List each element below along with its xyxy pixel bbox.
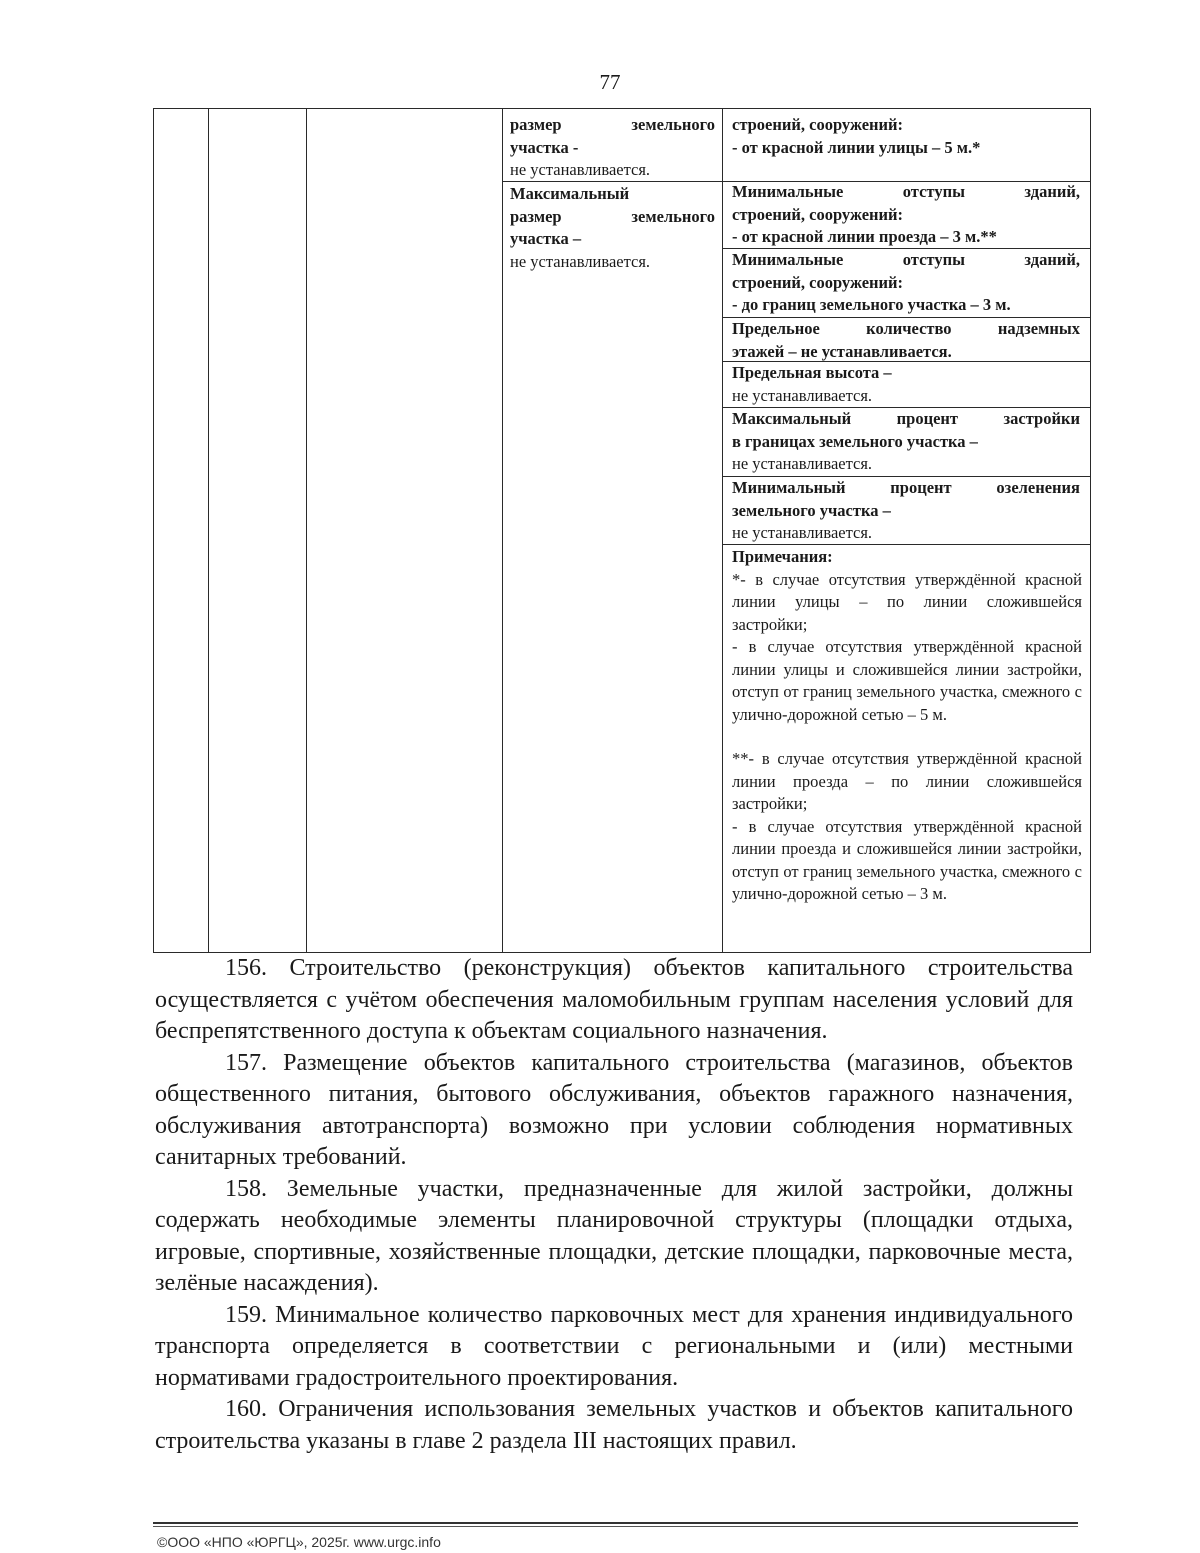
paragraph: 157. Размещение объектов капитального строительства (магазинов, объектов общественного питания, бытового обслуживания, объектов гаражного назначения, обслуживания автотранспорта) возможно при условии соблюдения нормативных санитарных требований. — [155, 1049, 1073, 1170]
column-divider — [306, 109, 307, 952]
column-divider — [502, 109, 503, 952]
notes-cell — [732, 546, 1082, 906]
cell-line: не устанавливается. — [510, 251, 651, 271]
cell-line: участка – — [510, 229, 582, 248]
column-divider — [722, 109, 723, 952]
plot-boundary-setback-cell — [732, 249, 1080, 317]
notes-title: Примечания: — [732, 547, 833, 566]
footer-rule — [153, 1526, 1078, 1527]
cell-line: Минимальный процент озеленения — [732, 478, 1080, 497]
paragraph: 158. Земельные участки, предназначенные для жилой застройки, должны содержать необходимые элементы планировочной структуры (площадки отдыха, игровые, спортивные, хозяйственные площадки, детские площадки, парковочные места, зелёные насаждения). — [155, 1175, 1073, 1296]
cell-line: Минимальные отступы зданий, — [732, 182, 1080, 201]
min-greenery-cell — [732, 477, 1080, 545]
paragraph: 159. Минимальное количество парковочных мест для хранения индивидуального транспорта определяется в соответствии с региональными и (или) местными нормативами градостроительного проектирования. — [155, 1301, 1073, 1391]
cell-line: строений, сооружений: — [732, 204, 904, 224]
height-limit-cell — [732, 362, 1080, 407]
cell-line: строений, сооружений: — [732, 272, 904, 292]
cell-line: - от красной линии улицы – 5 м.* — [732, 137, 981, 157]
paragraph: 160. Ограничения использования земельных участков и объектов капитального строительства указаны в главе 2 раздела III настоящих правил. — [155, 1396, 1073, 1454]
note-item: - в случае отсутствия утверждённой красной линии проезда и сложившейся линии застройки, отступ от границ земельного участка, смежного с улично-дорожной сетью – 3 м. — [732, 816, 1082, 903]
paragraph: 156. Строительство (реконструкция) объектов капитального строительства осуществляется с учётом обеспечения маломобильным группам населения условий для беспрепятственного доступа к объектам социального назначения. — [155, 955, 1073, 1044]
note-item: - в случае отсутствия утверждённой красной линии улицы и сложившейся линии застройки, отступ от границ земельного участка, смежного с улично-дорожной сетью – 5 м. — [732, 637, 1082, 724]
cell-line: не устанавливается. — [732, 523, 873, 542]
cell-line: не устанавливается. — [510, 160, 651, 179]
footer-text: ©ООО «НПО «ЮРГЦ», 2025г. www.urgc.info — [157, 1534, 441, 1550]
page-number: 77 — [599, 70, 621, 94]
note-item: **- в случае отсутствия утверждённой красной линии проезда – по линии сложившейся застройки; — [732, 749, 1082, 813]
cell-line: в границах земельного участка – — [732, 431, 978, 451]
cell-line: - от красной линии проезда – 3 м.** — [732, 227, 997, 246]
cell-line: строений, сооружений: — [732, 115, 904, 134]
floors-limit-cell — [732, 318, 1080, 363]
cell-line: не устанавливается. — [732, 454, 873, 473]
note-item: *- в случае отсутствия утверждённой красной линии улицы – по линии сложившейся застройки; — [732, 569, 1082, 634]
cell-line: участка - — [510, 137, 579, 157]
min-plot-size-cell — [510, 114, 715, 182]
max-coverage-cell — [732, 408, 1080, 476]
cell-line: Максимальный — [510, 184, 630, 203]
cell-line: Предельная высота – — [732, 363, 892, 382]
driveway-setback-cell — [732, 181, 1080, 249]
cell-line: - до границ земельного участка – 3 м. — [732, 295, 1011, 314]
cell-line: земельного участка – — [732, 500, 891, 520]
regulations-table — [153, 108, 1091, 953]
street-setback-cell — [732, 114, 1080, 159]
cell-line: Предельное количество надземных — [732, 319, 1080, 338]
cell-line: Минимальные отступы зданий, — [732, 250, 1080, 269]
cell-line: этажей – не устанавливается. — [732, 341, 952, 361]
cell-line: не устанавливается. — [732, 385, 873, 405]
cell-line: размер земельного — [510, 115, 715, 134]
column-divider — [208, 109, 209, 952]
cell-line: Максимальный процент застройки — [732, 409, 1080, 428]
max-plot-size-cell — [510, 183, 715, 273]
cell-line: размер земельного — [510, 206, 715, 226]
footer-rule — [153, 1522, 1078, 1524]
body-text — [155, 953, 1073, 1457]
